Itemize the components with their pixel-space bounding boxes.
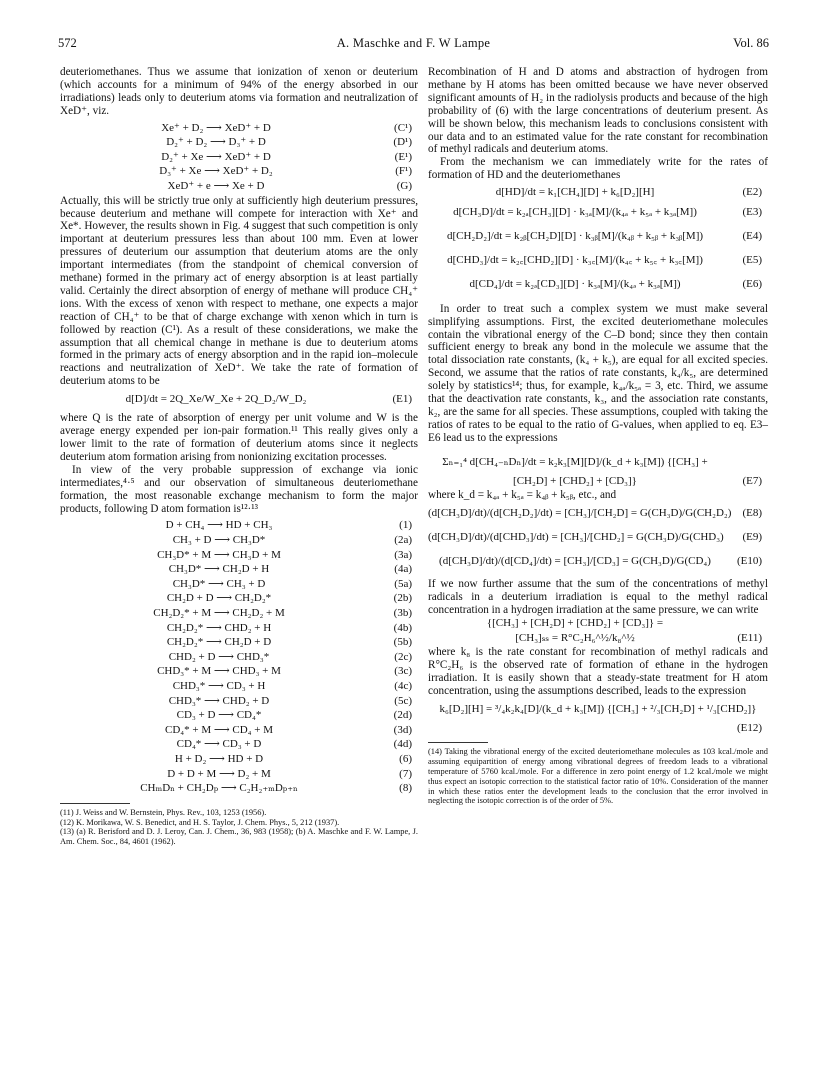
equation: d[CH₂D₂]/dt = k₂ᵦ[CH₂D][D] · k₃ᵦ[M]/(k₄ᵦ + k₅ᵦ + k₃ᵦ[M]) (E4)	[446, 229, 762, 242]
paragraph: where k₈ is the rate constant for recombination of methyl radicals and R°C₂H₆ is the observed rate of formation of ethane in the hydrogen irradiation. It is easily shown that a steady-state treatment for H atom concentration, using the assumptions described, leads to the expression	[428, 646, 768, 697]
equation: (d[CH₃D]/dt)/(d[CD₄]/dt) = [CH₃]/[CD₃] = G(CH₃D)/G(CD₄) (E10)	[439, 555, 762, 568]
reaction: H + D₂ ⟶ HD + D (6)	[174, 752, 412, 765]
reaction: CHD₃* + M ⟶ CHD₃ + M (3c)	[157, 665, 412, 678]
equation: (d[CH₃D]/dt)/(d[CH₂D₂]/dt) = [CH₃]/[CH₂D] = G(CH₃D)/G(CH₂D₂) (E8)	[428, 507, 762, 520]
paragraph: In view of the very probable suppression of exchange via ionic intermediates,⁴·⁵ and our observation of simultaneous deuteriomethane formation, the most reasonable exchange mechanism to form the major products, following D atom formation is¹²·¹³	[60, 463, 418, 515]
reaction: CD₄* ⟶ CD₃ + D (4d)	[176, 738, 412, 751]
reaction: CHD₂ + D ⟶ CHD₃* (2c)	[168, 650, 412, 663]
footnote: (11) J. Weiss and W. Bernstein, Phys. Rev., 103, 1253 (1956).	[60, 807, 267, 817]
equation: d[HD]/dt = k₁[CH₄][D] + k₆[D₂][H] (E2)	[495, 186, 762, 199]
equation: d[CD₄]/dt = k₂ₔ[CD₃][D] · k₃ₔ[M]/(k₄ₔ + k₃ₔ[M]) (E6)	[469, 277, 762, 290]
reaction: CHD₃* ⟶ CD₃ + H (4c)	[172, 679, 412, 692]
equation: d[CH₃D]/dt = k₂ₐ[CH₃][D] · k₃ₐ[M]/(k₄ₐ + k₅ₐ + k₃ₐ[M]) (E3)	[453, 205, 762, 218]
paragraph: From the mechanism we can immediately write for the rates of formation of HD and the deuteriomethanes	[428, 156, 768, 182]
equation-e11-cont: [CH₃]ₛₛ = R°C₂H₆^½/k₈^½ (E11)	[515, 631, 762, 644]
footnote: (13) (a) R. Berisford and D. J. Leroy, Can. J. Chem., 36, 983 (1958); (b) A. Maschke and F. W. Lampe, J. Am. Chem. Soc., 84, 4601 (1962).	[60, 827, 418, 847]
paragraph: deuteriomethanes. Thus we assume that ionization of xenon or deuterium (which accounts for a minimum of 94% of the energy absorbed in our irradiations) leads only to deuterium atoms via formation and neutralization of XeD⁺, viz.	[60, 66, 418, 117]
reaction: CH₂D₂* ⟶ CHD₂ + H (4b)	[166, 621, 412, 634]
paragraph: If we now further assume that the sum of the concentrations of methyl radicals in a deuterium irradiation is equal to the methyl radical concentration in a hydrogen irradiation at the same pressure, we can write	[428, 578, 768, 617]
equation-e12: k₆[D₂][H] = ³/₄k₂k₄[D]/(k_d + k₃[M]) {[CH₃] + ²/₃[CH₂D] + ¹/₃[CHD₂]}	[439, 702, 757, 715]
equation-e7-cont: [CH₂D] + [CHD₂] + [CD₃]} (E7)	[513, 474, 762, 487]
left-column	[60, 66, 418, 847]
footnote: (12) K. Morikawa, W. S. Benedict, and H. S. Taylor, J. Chem. Phys., 5, 212 (1937).	[60, 817, 340, 827]
paragraph: In order to treat such a complex system we must make several simplifying assumptions. First, the excited deuteriomethane molecules contain the vibrational energy of the C–D bond; since they then contain sufficient energy to break any bond in the molecule we assume that the total dissociation rate constants, (k₄ + k₅), are equal for all excited species. Second, we assume that the ratios of rate constants, k₄/k₅, are determined solely by statistics¹⁴; thus, for example, k₄ₐ/k₅ₐ = 3, etc. Third, we assume that the deactivation rate constants, k₃, and the association rate constants, k₂, are the same for all species. These assumptions, coupled with taking the ratios of rates to be equal to the ratio of G-values, when applied to eq. E3–E6 lead us to the expressions	[428, 302, 768, 444]
paragraph: Actually, this will be strictly true only at sufficiently high deuterium pressures, because deuterium and methane will compete for interaction with Xe⁺ and Xe*. However, the results shown in Fig. 4 suggest that such competition is only important at deuterium pressures less than about 100 mm. Even at lower pressures of deuterium our assumption that deuterium atoms are the only important intermediates (from the standpoint of chemical conversion of methane) formed in the primary act of energy absorption is at least partially valid. Certainly the direct absorption of energy of methane will produce CH₄⁺ ions. With the excess of xenon with respect to methane, one expects a major reaction of CH₄⁺ to be that of charge exchange with xenon which in turn is followed by reaction (C¹). As a result of these considerations, we make the assumption that all chemical change in methane is due to deuterium atoms formed in the primary acts of energy absorption and in the rapid ion–molecule reactions and neutralization of XeD⁺. We take the rate of formation of deuterium atoms to be	[60, 194, 418, 388]
footnote: (14) Taking the vibrational energy of the excited deuteriomethane molecules as 103 kcal./mole and assuming equipartition of energy among vibrational degrees of freedom leads to a vibrational temperature of 5760 kcal./mole. For a difference in zero point energy of 1.2 kcal./mole we might thus expect an isotopic correction to the statistical factor ratio of 10%. Consideration of the manner in which these ratios enter the development leads to the conclusion that the error involved in neglecting the isotopic correction is of the order of 5%.	[428, 747, 768, 806]
equation-block	[60, 122, 418, 195]
volume-label: Vol. 86	[733, 36, 769, 50]
footnote-separator	[428, 742, 488, 743]
paragraph: where k_d = k₄ₐ + k₅ₐ = k₄ᵦ + k₅ᵦ, etc., and	[428, 489, 617, 502]
equation-e11: {[CH₃] + [CH₂D] + [CHD₂] + [CD₃]} =	[486, 616, 664, 629]
running-header	[58, 36, 769, 54]
reaction: CHD₃* ⟶ CHD₂ + D (5c)	[168, 694, 412, 707]
reaction: CD₃ + D ⟶ CD₄* (2d)	[176, 709, 412, 722]
reaction: D + CH₄ ⟶ HD + CH₃ (1)	[165, 519, 412, 532]
equation-e12-tag: (E12)	[736, 721, 762, 734]
footnote-separator	[60, 803, 130, 804]
reaction-list	[60, 519, 418, 796]
equation-e7: Σₙ₌₁⁴ d[CH₄₋ₙDₙ]/dt = k₂k₃[M][D]/(k_d + k₃[M]) {[CH₃] +	[442, 455, 708, 468]
right-column	[428, 66, 768, 806]
equation: D₃⁺ + Xe ⟶ XeD⁺ + D₂ (F¹)	[159, 165, 412, 178]
page-number: 572	[58, 36, 77, 50]
reaction: CH₂D + D ⟶ CH₂D₂* (2b)	[166, 592, 412, 605]
reaction: CH₃D* ⟶ CH₂D + H (4a)	[168, 563, 412, 576]
equation: (d[CH₃D]/dt)/(d[CHD₃]/dt) = [CH₃]/[CHD₂] = G(CH₃D)/G(CHD₃) (E9)	[428, 531, 762, 544]
paragraph: Recombination of H and D atoms and abstraction of hydrogen from methane by H atoms has been omitted because we have never observed significant amounts of H₂ in the radiolysis products and because of the high probability of (6) with the large concentrations of deuterium present. As will be shown below, this mechanism leads to conclusions consistent with our data and to an estimated value for the rate constant for recombination of methyl radicals and deuterium atoms.	[428, 66, 768, 156]
reaction: D + D + M ⟶ D₂ + M (7)	[167, 767, 412, 780]
reaction: CH₃D* + M ⟶ CH₃D + M (3a)	[157, 548, 412, 561]
paragraph: where Q is the rate of absorption of energy per unit volume and W is the average energy expended per ion-pair formation.¹¹ This really gives only a lower limit to the rate of formation of deuterium atoms since it neglects deuterium atom formation arising from nonionizing excitation processes.	[60, 412, 418, 463]
equation: D₂⁺ + Xe ⟶ XeD⁺ + D (E¹)	[161, 150, 412, 163]
equation: D₂⁺ + D₂ ⟶ D₃⁺ + D (D¹)	[166, 136, 412, 149]
equation: Xe⁺ + D₂ ⟶ XeD⁺ + D (C¹)	[161, 121, 412, 134]
reaction: CHₘDₙ + CH₂Dₚ ⟶ C₂H₂₊ₘDₚ₊ₙ (8)	[140, 782, 412, 795]
reaction: CD₄* + M ⟶ CD₄ + M (3d)	[165, 723, 412, 736]
reaction: CH₂D₂* + M ⟶ CH₂D₂ + M (3b)	[153, 607, 412, 619]
reaction: CH₃D* ⟶ CH₃ + D (5a)	[172, 577, 412, 590]
running-authors: A. Maschke and F. W Lampe	[336, 36, 491, 50]
equation: d[CHD₃]/dt = k₂꜀[CHD₂][D] · k₃꜀[M]/(k₄꜀ + k₅꜀ + k₃꜀[M]) (E5)	[447, 253, 762, 266]
equation: XeD⁺ + e ⟶ Xe + D (G)	[167, 180, 412, 192]
reaction: CH₃ + D ⟶ CH₃D* (2a)	[172, 534, 412, 547]
reaction: CH₂D₂* ⟶ CH₂D + D (5b)	[166, 636, 412, 649]
equation-e1: d[D]/dt = 2Q_Xe/W_Xe + 2Q_D₂/W_D₂ (E1)	[125, 393, 412, 406]
